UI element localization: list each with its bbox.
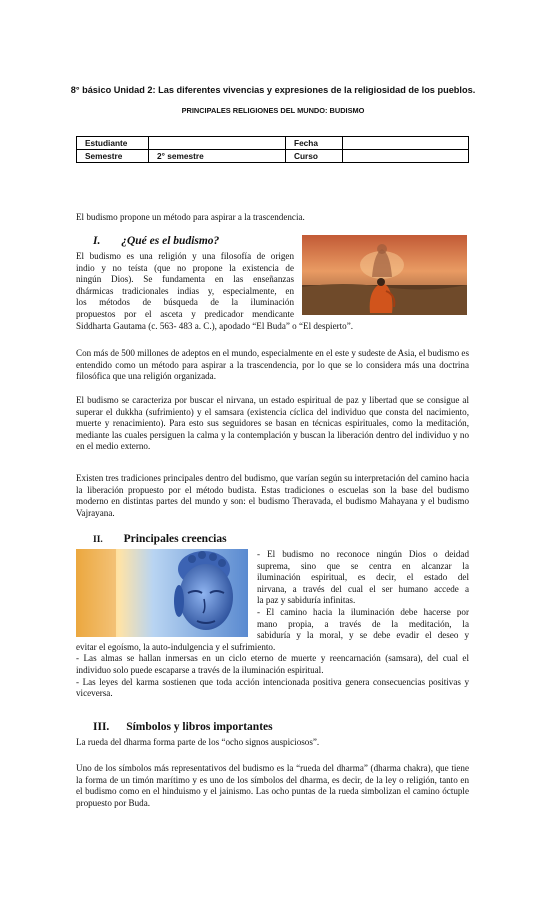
section-3-number: III. <box>93 721 110 733</box>
semestre-label: Semestre <box>77 150 149 163</box>
estudiante-field[interactable] <box>149 137 286 150</box>
belief-item-4: - Las leyes del karma sostienen que toda acción intencionada positiva genera consecuencias positivas y viceversa. <box>76 676 469 699</box>
section-1-paragraph-3: El budismo se caracteriza por buscar el nirvana, un estado espiritual de paz y libertad que se consigue al superar el dukkha (sufrimiento) y el samsara (existencia cíclica del individuo que consta del nacimiento, muerte y renacimiento). Para esto sus seguidores se basan en técnicas espirituales, como la meditación, mediante las cuales persiguen la calma y la contemplación y buscan la liberación dentro del individuo y no en el medio externo. <box>76 395 469 452</box>
text-line: suprema, sino que se centra en alcanzar la <box>257 560 469 571</box>
curso-field[interactable] <box>343 150 469 163</box>
text-line: evitar el egoísmo, la auto-indulgencia y el sufrimiento. <box>76 641 276 652</box>
text-line: dhármicas tradicionales indias y, especialmente, en <box>76 285 294 296</box>
section-3-title: Símbolos y libros importantes <box>126 721 273 733</box>
section-1-paragraph-4: Existen tres tradiciones principales dentro del budismo, que varían según su interpretación del camino hacia la liberación propuesto por el método budista. Estas tradiciones o escuelas son la base del budismo moderno en distintas partes del mundo y son: el budismo Theravada, el budismo Mahayana y el budismo Vajrayana. <box>76 473 469 518</box>
student-info-table <box>76 136 469 163</box>
text-line: los métodos de búsqueda de la iluminación <box>76 297 294 308</box>
text-line: Siddharta Gautama (c. 563- 483 a. C.), apodado “El Buda” o “El despierto”. <box>76 320 354 331</box>
semestre-value: 2° semestre <box>149 150 286 163</box>
text-line: - El camino hacia la iluminación debe hacerse por <box>257 607 469 617</box>
text-line: - El budismo no reconoce ningún Dios o deidad <box>257 549 469 559</box>
text-line: nirvana, a través del cual el ser humano accede a <box>257 583 469 594</box>
text-line: la paz y sabiduría infinitas. <box>257 595 356 606</box>
text-line: iluminación espiritual, es decir, el estado del <box>257 572 469 583</box>
monk-temple-image <box>302 235 467 315</box>
table-row <box>77 150 469 163</box>
text-line: sabiduría y la moral, y se debe evadir el deseo y <box>257 630 469 641</box>
section-2-title: Principales creencias <box>123 533 227 545</box>
section-3-paragraph-2: Uno de los símbolos más representativos del budismo es la “rueda del dharma” (dharma chakra), que tiene la forma de un timón marítimo y es uno de los símbolos del dharma, es decir, de la ley o religión, tanto en el budismo como en el hinduismo y el jainismo. Las ocho puntas de la rueda simbolizan el camino óctuple propuesto por Buda. <box>76 763 469 808</box>
document-subtitle: PRINCIPALES RELIGIONES DEL MUNDO: BUDISMO <box>181 106 365 115</box>
text-line: indio y no teísta (que no propone la existencia de <box>76 262 294 273</box>
text-line: El budismo es una religión y una filosofía de origen <box>76 251 294 261</box>
buddha-statue-image <box>76 549 248 637</box>
belief-item-3: - Las almas se hallan inmersas en un ciclo eterno de muerte y reencarnación (samsara), del cual el individuo solo puede escaparse a través de la iluminación espiritual. <box>76 653 469 675</box>
estudiante-label: Estudiante <box>77 137 149 150</box>
text-line: mano propia, a través de la meditación, la <box>257 618 469 629</box>
section-3-paragraph-1: La rueda del dharma forma parte de los “ocho signos auspiciosos”. <box>76 737 320 747</box>
intro-text: El budismo propone un método para aspirar a la trascendencia. <box>76 212 305 222</box>
fecha-field[interactable] <box>343 137 469 150</box>
text-line: ningún Dios). Se fundamenta en las enseñanzas <box>76 274 294 285</box>
section-1-paragraph-2: Con más de 500 millones de adeptos en el mundo, especialmente en el este y sudeste de Asia, el budismo es entendido como un método para aspirar a la trascendencia, por lo que se lo considera más una doctrina filosófica que una religión organizada. <box>76 348 469 382</box>
section-3-heading <box>93 721 273 733</box>
table-row <box>77 137 469 150</box>
section-1-number: I. <box>93 235 101 247</box>
fecha-label: Fecha <box>286 137 343 150</box>
text-line: propuestos por el asceta y predicador mendicante <box>76 309 294 319</box>
document-title: 8° básico Unidad 2: Las diferentes vivencias y expresiones de la religiosidad de los pueblos. <box>70 85 476 95</box>
section-2-heading <box>93 533 227 545</box>
section-1-title: ¿Qué es el budismo? <box>121 235 220 247</box>
section-2-number: II. <box>93 535 103 545</box>
section-1-heading <box>93 235 219 247</box>
curso-label: Curso <box>286 150 343 163</box>
